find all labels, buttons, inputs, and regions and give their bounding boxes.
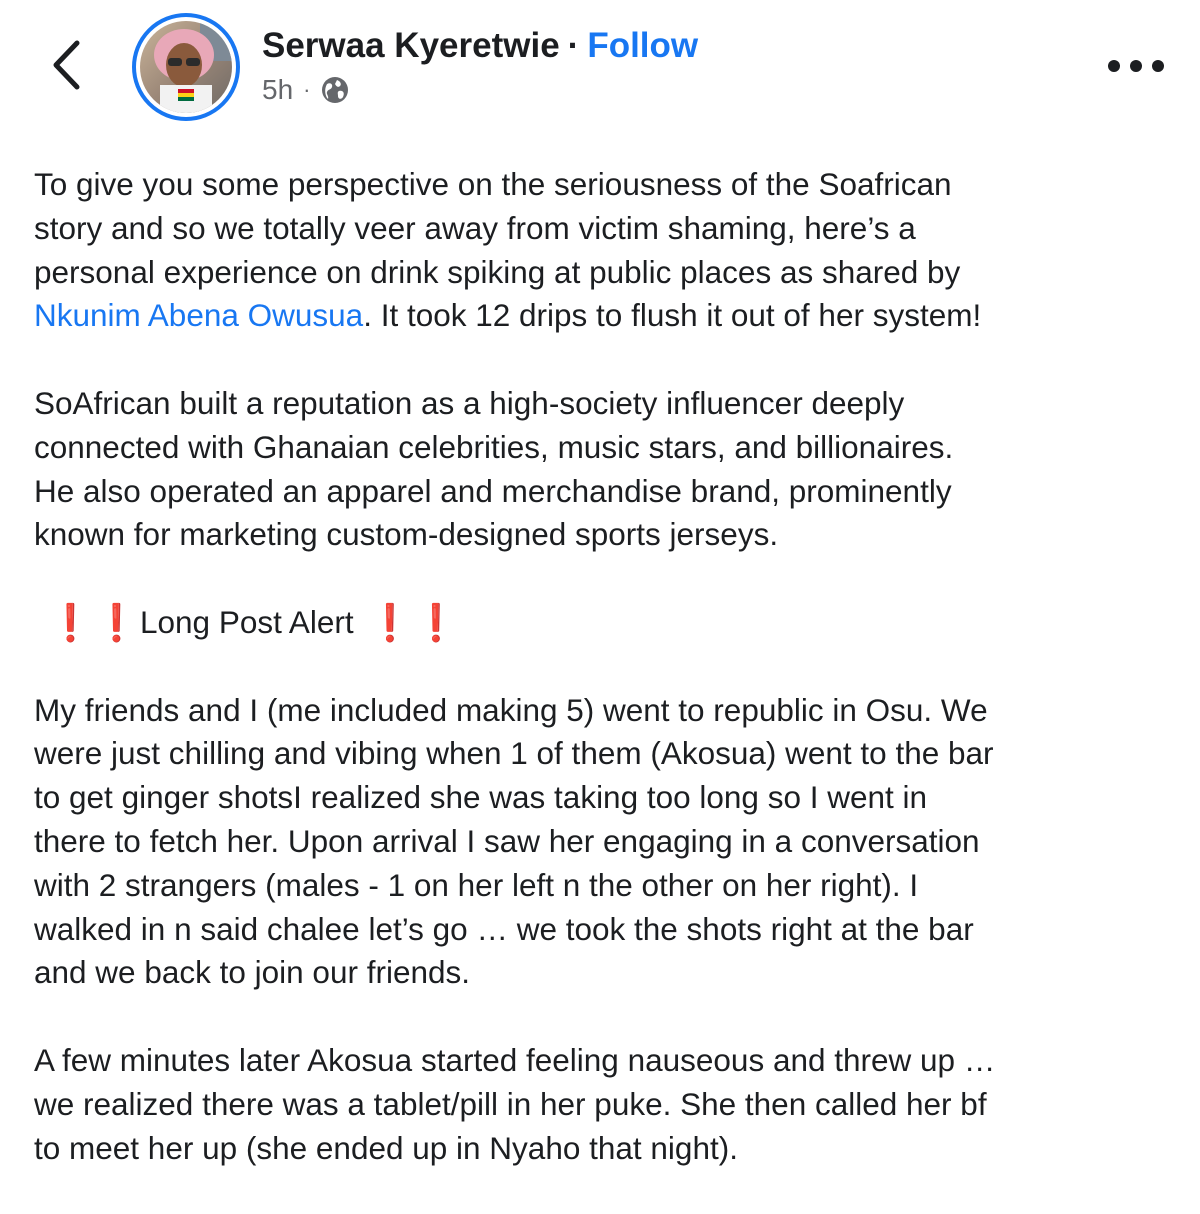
globe-icon: [320, 75, 350, 105]
post-paragraph-3: [34, 689, 1184, 996]
text-line: with 2 strangers (males - 1 on her left n the other on her right). I: [34, 866, 919, 903]
meta-separator: ·: [303, 77, 311, 102]
post-body: [34, 163, 1184, 1214]
long-post-alert: [34, 601, 1184, 645]
text-line: to get ginger shotsI realized she was taking too long so I went in: [34, 779, 928, 816]
back-button[interactable]: [38, 30, 94, 100]
text-line: were just chilling and vibing when 1 of them (Akosua) went to the bar: [34, 735, 994, 772]
text-line: and we back to join our friends.: [34, 954, 471, 991]
text-line: personal experience on drink spiking at public places as shared by: [34, 253, 961, 290]
post-timestamp[interactable]: 5h: [262, 74, 294, 105]
text-line: connected with Ghanaian celebrities, music stars, and billionaires.: [34, 428, 954, 465]
avatar-image: [140, 21, 232, 113]
author-name[interactable]: Serwaa Kyeretwie: [262, 26, 560, 65]
post-paragraph-2: [34, 382, 1184, 557]
follow-button[interactable]: Follow: [587, 26, 699, 65]
exclamation-icon: ❗: [48, 601, 93, 643]
alert-text: Long Post Alert: [140, 603, 354, 640]
post-header: [0, 0, 1200, 130]
text-line: known for marketing custom-designed sports jerseys.: [34, 516, 779, 553]
mention-link[interactable]: Nkunim Abena Owusua: [34, 297, 364, 334]
name-separator: ·: [567, 26, 580, 65]
author-row: [262, 24, 698, 68]
text-line: My friends and I (me included making 5) went to republic in Osu. We: [34, 691, 988, 728]
text-line: He also operated an apparel and merchandise brand, prominently: [34, 472, 952, 509]
text-line: A few minutes later Akosua started feeling nauseous and threw up …: [34, 1041, 996, 1078]
avatar[interactable]: [132, 13, 240, 121]
more-options-button[interactable]: [1100, 48, 1172, 84]
text-line: walked in n said chalee let’s go … we took the shots right at the bar: [34, 910, 974, 947]
text-line: SoAfrican built a reputation as a high-society influencer deeply: [34, 384, 905, 421]
exclamation-icon: ❗: [413, 601, 459, 643]
post-meta: [262, 70, 350, 110]
text-segment: . It took 12 drips to flush it out of her system!: [363, 297, 982, 334]
post-paragraph-1: [34, 163, 1184, 338]
exclamation-icon: ❗: [94, 601, 139, 643]
post-paragraph-4: [34, 1039, 1184, 1170]
text-line: there to fetch her. Upon arrival I saw her engaging in a conversation: [34, 822, 980, 859]
chevron-left-icon: [51, 39, 81, 91]
text-line: [34, 294, 1184, 338]
more-horizontal-icon: [1106, 58, 1166, 74]
text-line: we realized there was a tablet/pill in her puke. She then called her bf: [34, 1085, 987, 1122]
exclamation-icon: ❗: [367, 601, 413, 643]
text-line: to meet her up (she ended up in Nyaho that night).: [34, 1129, 738, 1166]
text-line: story and so we totally veer away from victim shaming, here’s a: [34, 209, 916, 246]
text-line: To give you some perspective on the seriousness of the Soafrican: [34, 166, 952, 202]
